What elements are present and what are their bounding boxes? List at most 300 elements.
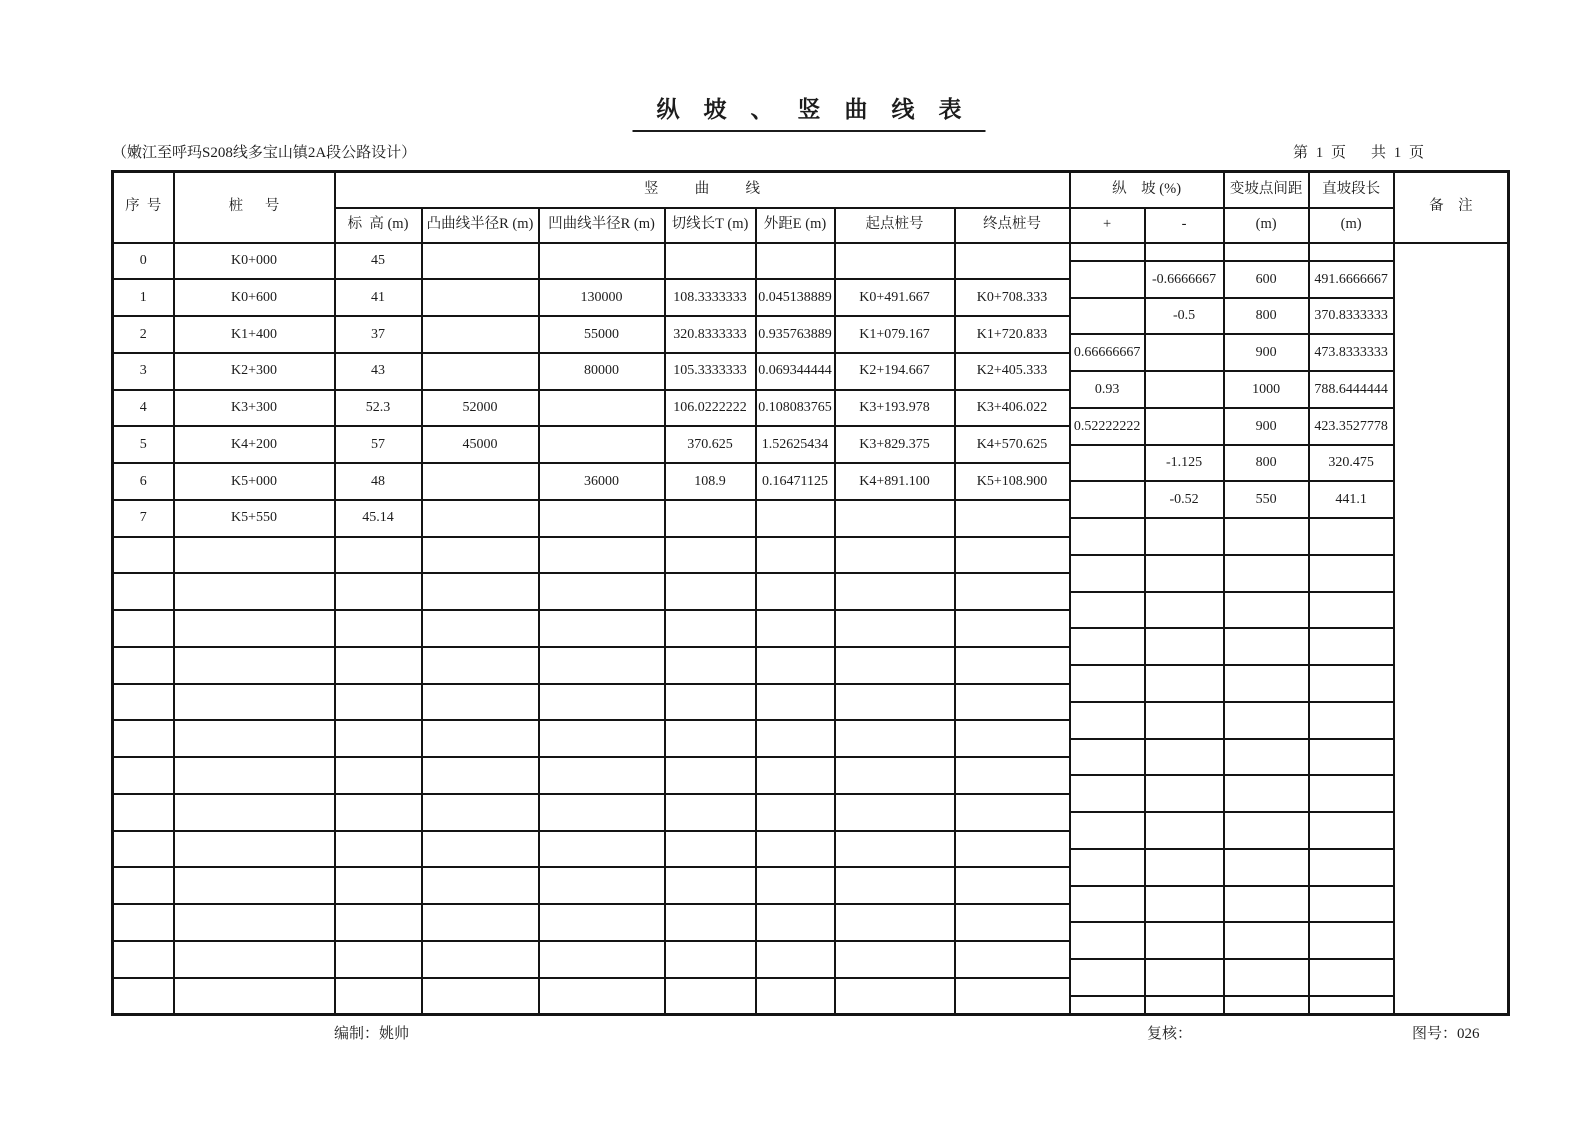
cell-station — [174, 647, 335, 684]
cell-grade-plus — [1070, 739, 1145, 776]
cell-end-station — [955, 978, 1070, 1015]
cell-grade-minus — [1145, 702, 1224, 739]
page-number: 第 1 页 共 1 页 — [1293, 145, 1427, 161]
cell-straight-length — [1309, 702, 1394, 739]
cell-seq: 6 — [113, 463, 174, 500]
cell-grade-plus — [1070, 628, 1145, 665]
cell-convex-radius: 52000 — [422, 390, 539, 427]
cell-spacing: 900 — [1224, 334, 1309, 371]
cell-start-station — [835, 831, 955, 868]
cell-grade-minus: -0.52 — [1145, 481, 1224, 518]
cell-tangent-length — [665, 757, 756, 794]
cell-straight-length-half — [1309, 996, 1394, 1014]
cell-tangent-length — [665, 831, 756, 868]
cell-grade-plus-half — [1070, 996, 1145, 1014]
cell-end-station: K4+570.625 — [955, 426, 1070, 463]
cell-spacing — [1224, 739, 1309, 776]
cell-seq: 7 — [113, 500, 174, 537]
cell-external-distance — [756, 573, 835, 610]
cell-concave-radius — [539, 684, 665, 721]
cell-spacing: 1000 — [1224, 371, 1309, 408]
cell-spacing — [1224, 886, 1309, 923]
cell-grade-plus-half — [1070, 243, 1145, 261]
cell-seq: 5 — [113, 426, 174, 463]
cell-external-distance — [756, 904, 835, 941]
cell-tangent-length — [665, 243, 756, 280]
cell-convex-radius — [422, 757, 539, 794]
cell-spacing: 800 — [1224, 298, 1309, 335]
cell-external-distance: 0.108083765 — [756, 390, 835, 427]
cell-end-station — [955, 720, 1070, 757]
cell-grade-minus — [1145, 849, 1224, 886]
cell-straight-length: 473.8333333 — [1309, 334, 1394, 371]
cell-external-distance: 0.069344444 — [756, 353, 835, 390]
cell-elevation: 43 — [335, 353, 422, 390]
col-header-grade-point-spacing: 变坡点间距 — [1224, 172, 1309, 208]
cell-convex-radius — [422, 904, 539, 941]
cell-tangent-length — [665, 794, 756, 831]
cell-spacing-half — [1224, 243, 1309, 261]
cell-end-station: K0+708.333 — [955, 279, 1070, 316]
cell-concave-radius — [539, 757, 665, 794]
cell-grade-minus — [1145, 812, 1224, 849]
cell-start-station — [835, 794, 955, 831]
cell-grade-minus — [1145, 371, 1224, 408]
cell-straight-length: 788.6444444 — [1309, 371, 1394, 408]
cell-external-distance — [756, 500, 835, 537]
cell-station — [174, 537, 335, 574]
cell-straight-length — [1309, 555, 1394, 592]
cell-tangent-length: 108.3333333 — [665, 279, 756, 316]
col-header-concave-radius: 凹曲线半径R (m) — [539, 208, 665, 243]
remarks-column-body — [1394, 243, 1509, 1015]
cell-straight-length: 370.8333333 — [1309, 298, 1394, 335]
cell-grade-minus — [1145, 334, 1224, 371]
cell-seq: 3 — [113, 353, 174, 390]
cell-external-distance — [756, 610, 835, 647]
cell-spacing — [1224, 812, 1309, 849]
cell-station: K0+000 — [174, 243, 335, 280]
cell-elevation — [335, 978, 422, 1015]
cell-station — [174, 831, 335, 868]
cell-straight-length — [1309, 592, 1394, 629]
cell-convex-radius — [422, 573, 539, 610]
cell-station — [174, 978, 335, 1015]
cell-grade-plus — [1070, 849, 1145, 886]
cell-external-distance — [756, 794, 835, 831]
cell-grade-plus — [1070, 886, 1145, 923]
cell-grade-plus — [1070, 518, 1145, 555]
cell-station: K5+550 — [174, 500, 335, 537]
cell-spacing — [1224, 518, 1309, 555]
cell-external-distance — [756, 720, 835, 757]
cell-end-station — [955, 573, 1070, 610]
cell-start-station — [835, 720, 955, 757]
cell-seq: 0 — [113, 243, 174, 280]
cell-start-station: K3+829.375 — [835, 426, 955, 463]
cell-convex-radius — [422, 353, 539, 390]
col-header-remarks: 备 注 — [1394, 172, 1509, 243]
cell-external-distance — [756, 831, 835, 868]
cell-concave-radius — [539, 904, 665, 941]
cell-elevation: 37 — [335, 316, 422, 353]
cell-external-distance — [756, 684, 835, 721]
cell-end-station: K2+405.333 — [955, 353, 1070, 390]
cell-tangent-length: 106.0222222 — [665, 390, 756, 427]
cell-elevation — [335, 573, 422, 610]
cell-station: K0+600 — [174, 279, 335, 316]
cell-tangent-length — [665, 647, 756, 684]
cell-station: K5+000 — [174, 463, 335, 500]
cell-straight-length — [1309, 922, 1394, 959]
cell-grade-plus — [1070, 445, 1145, 482]
cell-grade-plus — [1070, 481, 1145, 518]
cell-station — [174, 573, 335, 610]
cell-convex-radius — [422, 537, 539, 574]
cell-spacing — [1224, 849, 1309, 886]
cell-external-distance — [756, 243, 835, 280]
cell-tangent-length — [665, 684, 756, 721]
cell-tangent-length — [665, 573, 756, 610]
cell-straight-length-half — [1309, 243, 1394, 261]
cell-external-distance — [756, 757, 835, 794]
cell-grade-plus — [1070, 592, 1145, 629]
cell-tangent-length — [665, 500, 756, 537]
cell-end-station — [955, 537, 1070, 574]
cell-grade-minus-half — [1145, 243, 1224, 261]
col-header-elevation: 标 高 (m) — [335, 208, 422, 243]
cell-start-station — [835, 647, 955, 684]
cell-seq: 1 — [113, 279, 174, 316]
cell-straight-length — [1309, 775, 1394, 812]
cell-spacing: 600 — [1224, 261, 1309, 298]
cell-external-distance: 0.935763889 — [756, 316, 835, 353]
cell-concave-radius — [539, 500, 665, 537]
col-header-grade-plus: + — [1070, 208, 1145, 243]
cell-station — [174, 867, 335, 904]
cell-tangent-length — [665, 720, 756, 757]
cell-convex-radius — [422, 941, 539, 978]
cell-straight-length: 491.6666667 — [1309, 261, 1394, 298]
cell-spacing — [1224, 665, 1309, 702]
cell-grade-plus — [1070, 959, 1145, 996]
cell-concave-radius: 130000 — [539, 279, 665, 316]
cell-tangent-length — [665, 610, 756, 647]
cell-convex-radius — [422, 316, 539, 353]
cell-external-distance — [756, 978, 835, 1015]
cell-station — [174, 794, 335, 831]
cell-tangent-length: 320.8333333 — [665, 316, 756, 353]
cell-concave-radius — [539, 647, 665, 684]
col-header-convex-radius: 凸曲线半径R (m) — [422, 208, 539, 243]
cell-station — [174, 720, 335, 757]
col-header-start-station: 起点桩号 — [835, 208, 955, 243]
cell-end-station: K5+108.900 — [955, 463, 1070, 500]
cell-grade-plus — [1070, 298, 1145, 335]
cell-elevation — [335, 610, 422, 647]
cell-spacing — [1224, 959, 1309, 996]
cell-concave-radius: 55000 — [539, 316, 665, 353]
cell-grade-minus — [1145, 628, 1224, 665]
cell-start-station: K3+193.978 — [835, 390, 955, 427]
col-header-end-station: 终点桩号 — [955, 208, 1070, 243]
cell-spacing: 800 — [1224, 445, 1309, 482]
col-header-tangent-length: 切线长T (m) — [665, 208, 756, 243]
cell-elevation: 52.3 — [335, 390, 422, 427]
cell-elevation — [335, 537, 422, 574]
cell-spacing: 550 — [1224, 481, 1309, 518]
cell-convex-radius: 45000 — [422, 426, 539, 463]
table-row — [113, 243, 1509, 261]
reviewed-by-label: 复核： — [1147, 1026, 1193, 1042]
cell-seq — [113, 684, 174, 721]
cell-straight-length: 320.475 — [1309, 445, 1394, 482]
cell-concave-radius — [539, 390, 665, 427]
cell-spacing — [1224, 628, 1309, 665]
cell-elevation — [335, 757, 422, 794]
cell-convex-radius — [422, 684, 539, 721]
cell-concave-radius — [539, 867, 665, 904]
cell-grade-plus — [1070, 665, 1145, 702]
cell-elevation — [335, 831, 422, 868]
cell-convex-radius — [422, 610, 539, 647]
cell-grade-minus: -0.6666667 — [1145, 261, 1224, 298]
cell-start-station: K2+194.667 — [835, 353, 955, 390]
cell-station: K1+400 — [174, 316, 335, 353]
cell-start-station — [835, 904, 955, 941]
cell-start-station — [835, 867, 955, 904]
cell-end-station: K1+720.833 — [955, 316, 1070, 353]
cell-straight-length — [1309, 959, 1394, 996]
slope-vertical-curve-table — [111, 170, 1510, 1016]
cell-seq — [113, 941, 174, 978]
cell-start-station — [835, 500, 955, 537]
cell-grade-plus — [1070, 702, 1145, 739]
cell-end-station — [955, 500, 1070, 537]
cell-grade-plus — [1070, 775, 1145, 812]
cell-straight-length — [1309, 739, 1394, 776]
cell-convex-radius — [422, 867, 539, 904]
cell-seq — [113, 867, 174, 904]
cell-start-station — [835, 978, 955, 1015]
cell-grade-minus: -1.125 — [1145, 445, 1224, 482]
cell-tangent-length — [665, 941, 756, 978]
cell-concave-radius — [539, 941, 665, 978]
cell-seq — [113, 537, 174, 574]
compiled-by-label: 编制：姚帅 — [334, 1026, 410, 1042]
col-header-straight-length: 直坡段长 — [1309, 172, 1394, 208]
cell-straight-length — [1309, 628, 1394, 665]
cell-end-station — [955, 757, 1070, 794]
cell-external-distance — [756, 941, 835, 978]
cell-grade-minus — [1145, 739, 1224, 776]
cell-elevation: 48 — [335, 463, 422, 500]
cell-elevation — [335, 720, 422, 757]
cell-start-station — [835, 243, 955, 280]
cell-end-station — [955, 684, 1070, 721]
cell-concave-radius — [539, 978, 665, 1015]
cell-grade-plus — [1070, 555, 1145, 592]
cell-seq — [113, 720, 174, 757]
cell-grade-minus — [1145, 886, 1224, 923]
cell-elevation — [335, 794, 422, 831]
cell-elevation — [335, 684, 422, 721]
cell-end-station — [955, 243, 1070, 280]
cell-grade-plus — [1070, 922, 1145, 959]
cell-convex-radius — [422, 500, 539, 537]
cell-external-distance — [756, 867, 835, 904]
cell-start-station — [835, 757, 955, 794]
cell-spacing-half — [1224, 996, 1309, 1014]
cell-seq: 4 — [113, 390, 174, 427]
drawing-number-label: 图号：026 — [1412, 1026, 1480, 1042]
cell-grade-minus — [1145, 775, 1224, 812]
cell-external-distance: 0.16471125 — [756, 463, 835, 500]
cell-spacing — [1224, 922, 1309, 959]
cell-concave-radius: 36000 — [539, 463, 665, 500]
cell-seq — [113, 978, 174, 1015]
cell-seq — [113, 904, 174, 941]
cell-tangent-length: 370.625 — [665, 426, 756, 463]
col-header-length-unit: (m) — [1309, 208, 1394, 243]
cell-elevation: 45 — [335, 243, 422, 280]
cell-start-station: K1+079.167 — [835, 316, 955, 353]
cell-grade-minus-half — [1145, 996, 1224, 1014]
cell-tangent-length: 108.9 — [665, 463, 756, 500]
cell-convex-radius — [422, 720, 539, 757]
cell-grade-plus: 0.66666667 — [1070, 334, 1145, 371]
cell-elevation — [335, 647, 422, 684]
cell-straight-length: 441.1 — [1309, 481, 1394, 518]
cell-elevation — [335, 867, 422, 904]
cell-start-station — [835, 684, 955, 721]
project-subtitle: （嫩江至呼玛S208线多宝山镇2A段公路设计） — [112, 145, 417, 161]
cell-station: K2+300 — [174, 353, 335, 390]
cell-start-station — [835, 941, 955, 978]
cell-straight-length — [1309, 886, 1394, 923]
col-header-grade-minus: - — [1145, 208, 1224, 243]
cell-convex-radius — [422, 647, 539, 684]
cell-concave-radius — [539, 794, 665, 831]
cell-elevation: 41 — [335, 279, 422, 316]
cell-convex-radius — [422, 463, 539, 500]
cell-seq: 2 — [113, 316, 174, 353]
cell-spacing — [1224, 555, 1309, 592]
cell-convex-radius — [422, 978, 539, 1015]
cell-concave-radius — [539, 610, 665, 647]
cell-seq — [113, 757, 174, 794]
cell-convex-radius — [422, 243, 539, 280]
cell-tangent-length — [665, 904, 756, 941]
cell-station — [174, 757, 335, 794]
cell-grade-minus — [1145, 665, 1224, 702]
cell-end-station — [955, 610, 1070, 647]
cell-start-station: K0+491.667 — [835, 279, 955, 316]
cell-station: K4+200 — [174, 426, 335, 463]
col-header-seq: 序 号 — [113, 172, 174, 243]
cell-external-distance — [756, 647, 835, 684]
cell-station — [174, 904, 335, 941]
col-header-grade: 纵 坡 (%) — [1070, 172, 1224, 208]
cell-elevation: 57 — [335, 426, 422, 463]
cell-end-station — [955, 794, 1070, 831]
cell-convex-radius — [422, 831, 539, 868]
cell-concave-radius — [539, 426, 665, 463]
cell-end-station — [955, 831, 1070, 868]
cell-grade-minus — [1145, 959, 1224, 996]
cell-tangent-length — [665, 867, 756, 904]
cell-grade-minus — [1145, 592, 1224, 629]
cell-straight-length — [1309, 665, 1394, 702]
cell-straight-length — [1309, 849, 1394, 886]
cell-concave-radius — [539, 831, 665, 868]
cell-tangent-length — [665, 537, 756, 574]
cell-elevation — [335, 904, 422, 941]
cell-end-station — [955, 941, 1070, 978]
cell-start-station — [835, 573, 955, 610]
cell-external-distance: 0.045138889 — [756, 279, 835, 316]
cell-end-station: K3+406.022 — [955, 390, 1070, 427]
cell-external-distance: 1.52625434 — [756, 426, 835, 463]
cell-convex-radius — [422, 794, 539, 831]
col-header-spacing-unit: (m) — [1224, 208, 1309, 243]
cell-seq — [113, 573, 174, 610]
cell-seq — [113, 831, 174, 868]
cell-spacing — [1224, 775, 1309, 812]
cell-end-station — [955, 867, 1070, 904]
cell-concave-radius — [539, 720, 665, 757]
col-header-station: 桩 号 — [174, 172, 335, 243]
cell-grade-minus: -0.5 — [1145, 298, 1224, 335]
cell-start-station: K4+891.100 — [835, 463, 955, 500]
cell-straight-length — [1309, 518, 1394, 555]
cell-station — [174, 610, 335, 647]
cell-end-station — [955, 904, 1070, 941]
cell-concave-radius — [539, 573, 665, 610]
cell-elevation — [335, 941, 422, 978]
cell-grade-plus — [1070, 812, 1145, 849]
cell-tangent-length — [665, 978, 756, 1015]
cell-seq — [113, 794, 174, 831]
cell-start-station — [835, 610, 955, 647]
page-title: 纵坡、竖曲线表 — [633, 91, 986, 132]
cell-seq — [113, 647, 174, 684]
cell-external-distance — [756, 537, 835, 574]
cell-grade-minus — [1145, 555, 1224, 592]
cell-spacing — [1224, 702, 1309, 739]
cell-elevation: 45.14 — [335, 500, 422, 537]
cell-grade-plus — [1070, 261, 1145, 298]
cell-grade-plus: 0.93 — [1070, 371, 1145, 408]
cell-grade-plus: 0.52222222 — [1070, 408, 1145, 445]
cell-spacing — [1224, 592, 1309, 629]
cell-station: K3+300 — [174, 390, 335, 427]
cell-grade-minus — [1145, 518, 1224, 555]
cell-seq — [113, 610, 174, 647]
cell-tangent-length: 105.3333333 — [665, 353, 756, 390]
cell-straight-length: 423.3527778 — [1309, 408, 1394, 445]
cell-station — [174, 684, 335, 721]
cell-grade-minus — [1145, 922, 1224, 959]
cell-concave-radius: 80000 — [539, 353, 665, 390]
cell-concave-radius — [539, 243, 665, 280]
cell-concave-radius — [539, 537, 665, 574]
col-header-external-distance: 外距E (m) — [756, 208, 835, 243]
col-header-vertical-curve: 竖 曲 线 — [335, 172, 1070, 208]
cell-station — [174, 941, 335, 978]
cell-end-station — [955, 647, 1070, 684]
cell-grade-minus — [1145, 408, 1224, 445]
